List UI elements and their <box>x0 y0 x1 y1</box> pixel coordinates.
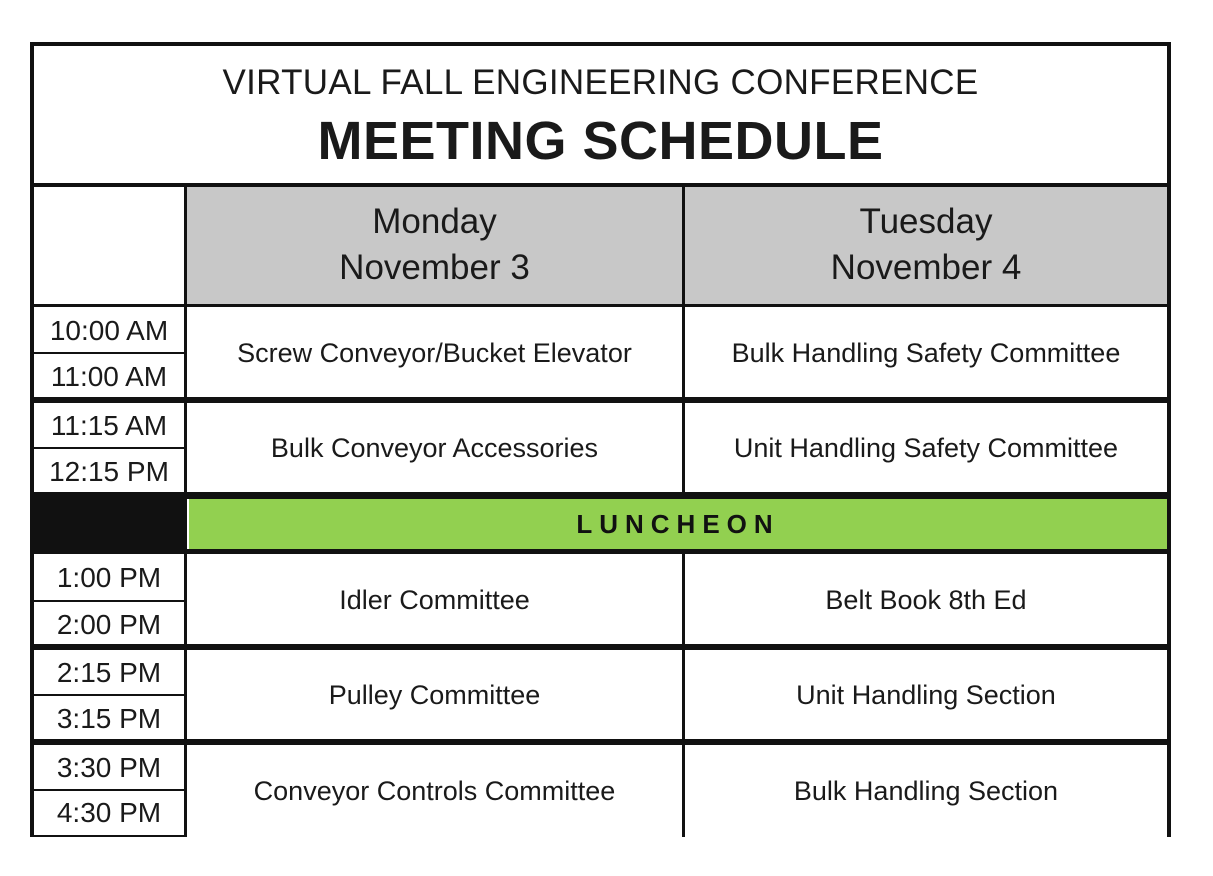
title-block <box>34 46 1167 187</box>
grid-line <box>34 694 184 696</box>
slot-end-time: 12:15 PM <box>34 450 184 494</box>
slot-end-time: 3:15 PM <box>34 697 184 741</box>
schedule-table <box>30 42 1171 837</box>
grid-line <box>34 789 184 791</box>
grid-line <box>34 549 1167 554</box>
session-monday: Pulley Committee <box>187 650 682 741</box>
slot-end-time: 11:00 AM <box>34 355 184 399</box>
slot-start-time: 10:00 AM <box>34 309 184 353</box>
day-header-monday <box>187 187 682 304</box>
grid-line <box>34 600 184 602</box>
slot-start-time: 2:15 PM <box>34 651 184 695</box>
grid-line <box>34 304 1167 307</box>
session-monday: Bulk Conveyor Accessories <box>187 403 682 494</box>
grid-line <box>34 447 184 449</box>
grid-line <box>34 739 1167 745</box>
grid-line <box>682 552 685 837</box>
session-monday: Idler Committee <box>187 554 682 647</box>
grid-line <box>34 397 1167 403</box>
luncheon-banner: LUNCHEON <box>189 499 1167 549</box>
grid-line <box>34 492 1167 499</box>
session-tuesday: Bulk Handling Section <box>685 745 1167 837</box>
day-header-tuesday <box>685 187 1167 304</box>
slot-end-time: 4:30 PM <box>34 791 184 835</box>
slot-start-time: 1:00 PM <box>34 556 184 600</box>
header-corner-cell <box>34 187 184 304</box>
day-name: Monday <box>372 202 497 241</box>
grid-line <box>682 187 685 494</box>
slot-start-time: 3:30 PM <box>34 746 184 790</box>
session-tuesday: Unit Handling Section <box>685 650 1167 741</box>
conference-title: VIRTUAL FALL ENGINEERING CONFERENCE <box>222 63 979 102</box>
session-tuesday: Unit Handling Safety Committee <box>685 403 1167 494</box>
slot-start-time: 11:15 AM <box>34 404 184 448</box>
luncheon-time-cell <box>34 494 187 554</box>
session-monday: Conveyor Controls Committee <box>187 745 682 837</box>
session-tuesday: Belt Book 8th Ed <box>685 554 1167 647</box>
session-tuesday: Bulk Handling Safety Committee <box>685 307 1167 399</box>
schedule-title: MEETING SCHEDULE <box>317 111 884 171</box>
slot-end-time: 2:00 PM <box>34 603 184 647</box>
grid-line <box>34 644 1167 650</box>
day-name: Tuesday <box>859 202 993 241</box>
grid-line <box>34 352 184 354</box>
day-date: November 3 <box>339 248 530 287</box>
session-monday: Screw Conveyor/Bucket Elevator <box>187 307 682 399</box>
day-date: November 4 <box>830 248 1022 287</box>
